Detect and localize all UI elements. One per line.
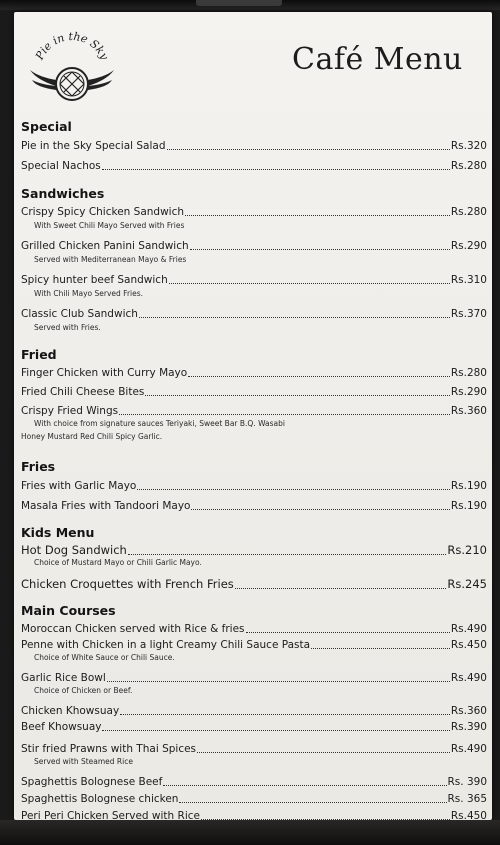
frame-top xyxy=(0,0,500,10)
item-price: Rs.190 xyxy=(450,480,487,492)
frame-bottom xyxy=(0,820,500,845)
item-name: Stir fried Prawns with Thai Spices xyxy=(21,743,197,755)
item-description: With choice from signature sauces Teriyaki, Sweet Bar B.Q. Wasabi xyxy=(34,419,285,428)
menu-item xyxy=(21,793,487,806)
page-title: Café Menu xyxy=(292,42,463,77)
item-description: With Sweet Chili Mayo Served with Fries xyxy=(34,221,185,230)
menu-item xyxy=(21,500,487,513)
item-description: With Chili Mayo Served Fries. xyxy=(34,289,144,298)
menu-item xyxy=(21,776,487,789)
item-name: Spaghettis Bolognese Beef xyxy=(21,776,163,788)
item-name: Crispy Fried Wings xyxy=(21,405,119,417)
item-name: Penne with Chicken in a light Creamy Chili Sauce Pasta xyxy=(21,639,311,651)
item-name: Classic Club Sandwich xyxy=(21,308,138,320)
item-price: Rs.210 xyxy=(447,543,487,557)
item-price: Rs.450 xyxy=(450,639,487,651)
item-name: Special Nachos xyxy=(21,160,101,172)
logo-icon xyxy=(26,26,118,108)
menu-item xyxy=(21,743,487,756)
item-price: Rs.490 xyxy=(450,672,487,684)
item-name: Beef Khowsuay xyxy=(21,721,102,733)
item-name: Masala Fries with Tandoori Mayo xyxy=(21,500,191,512)
menu-list xyxy=(21,109,487,820)
item-name: Peri Peri Chicken Served with Rice xyxy=(21,810,200,820)
item-name: Moroccan Chicken served with Rice & fries xyxy=(21,623,245,635)
svg-text:Pie in the Sky xyxy=(33,30,112,63)
item-price: Rs.390 xyxy=(450,721,487,733)
item-description: Honey Mustard Red Chili Spicy Garlic. xyxy=(21,432,163,441)
item-name: Crispy Spicy Chicken Sandwich xyxy=(21,206,185,218)
item-description: Choice of Chicken or Beef. xyxy=(34,686,133,695)
item-price: Rs.290 xyxy=(450,386,487,398)
item-price: Rs.490 xyxy=(450,743,487,755)
item-price: Rs.360 xyxy=(450,705,487,717)
item-description: Served with Mediterranean Mayo & Fries xyxy=(34,255,187,264)
item-price: Rs.360 xyxy=(450,405,487,417)
item-name: Garlic Rice Bowl xyxy=(21,672,106,684)
item-price: Rs.370 xyxy=(450,308,487,320)
item-description: Served with Fries. xyxy=(34,323,101,332)
item-name: Fries with Garlic Mayo xyxy=(21,480,137,492)
section-title-special: Special xyxy=(21,119,72,134)
frame-notch xyxy=(196,0,282,6)
item-name: Grilled Chicken Panini Sandwich xyxy=(21,240,189,252)
menu-item xyxy=(21,386,487,399)
item-name: Chicken Khowsuay xyxy=(21,705,120,717)
item-description: Choice of White Sauce or Chili Sauce. xyxy=(34,653,175,662)
menu-item xyxy=(21,705,487,718)
menu-item xyxy=(21,308,487,321)
item-price: Rs.290 xyxy=(450,240,487,252)
menu-item xyxy=(21,367,487,380)
pie-in-the-sky-logo xyxy=(26,26,118,108)
item-price: Rs.280 xyxy=(450,206,487,218)
section-title-main-courses: Main Courses xyxy=(21,603,116,618)
item-name: Pie in the Sky Special Salad xyxy=(21,140,166,152)
item-price: Rs.320 xyxy=(450,140,487,152)
section-title-fries: Fries xyxy=(21,459,56,474)
item-price: Rs.190 xyxy=(450,500,487,512)
item-price: Rs.280 xyxy=(450,160,487,172)
item-name: Chicken Croquettes with French Fries xyxy=(21,577,234,591)
item-price: Rs.450 xyxy=(450,810,487,820)
item-name: Spaghettis Bolognese chicken xyxy=(21,793,179,805)
menu-item xyxy=(21,543,487,558)
menu-item xyxy=(21,810,487,820)
menu-item xyxy=(21,623,487,636)
menu-item xyxy=(21,405,487,418)
logo-text: Pie in the Sky xyxy=(33,29,111,62)
item-price: Rs.280 xyxy=(450,367,487,379)
section-title-fried: Fried xyxy=(21,347,57,362)
menu-item xyxy=(21,577,487,592)
item-name: Spicy hunter beef Sandwich xyxy=(21,274,168,286)
menu-item xyxy=(21,672,487,685)
item-description: Served with Steamed Rice xyxy=(34,757,133,766)
section-title-sandwiches: Sandwiches xyxy=(21,186,105,201)
item-name: Hot Dog Sandwich xyxy=(21,543,127,557)
section-title-kids-menu: Kids Menu xyxy=(21,525,95,540)
item-price: Rs. 390 xyxy=(447,776,487,788)
menu-item xyxy=(21,639,487,652)
item-name: Fried Chili Cheese Bites xyxy=(21,386,145,398)
menu-item xyxy=(21,480,487,493)
item-price: Rs.245 xyxy=(447,577,487,591)
menu-item xyxy=(21,240,487,253)
menu-item xyxy=(21,274,487,287)
menu-card xyxy=(14,12,492,820)
item-name: Finger Chicken with Curry Mayo xyxy=(21,367,188,379)
menu-item xyxy=(21,721,487,734)
item-price: Rs.490 xyxy=(450,623,487,635)
menu-item xyxy=(21,160,487,173)
menu-item xyxy=(21,206,487,219)
item-price: Rs. 365 xyxy=(447,793,487,805)
item-description: Choice of Mustard Mayo or Chili Garlic Mayo. xyxy=(34,558,202,567)
menu-item xyxy=(21,140,487,153)
item-price: Rs.310 xyxy=(450,274,487,286)
